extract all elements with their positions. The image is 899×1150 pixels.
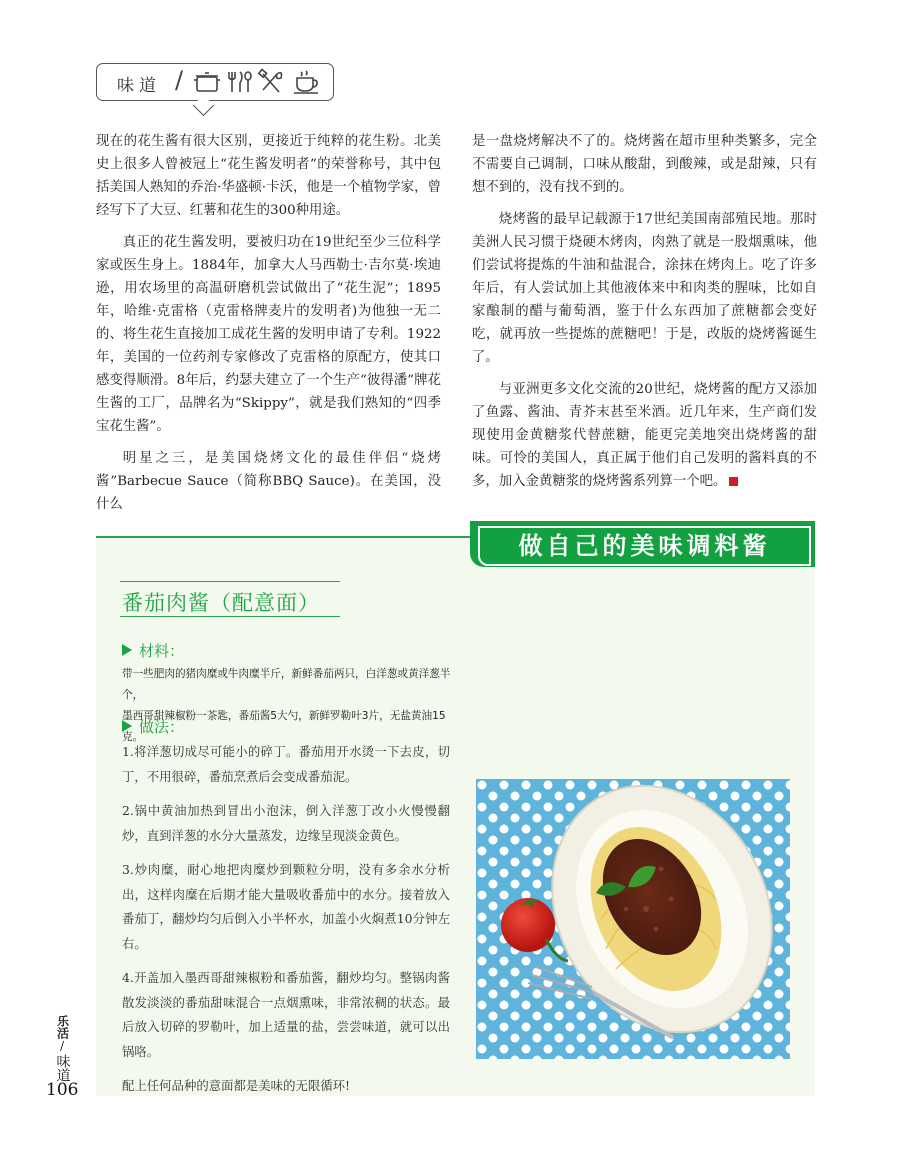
title-rule-bottom: [120, 616, 340, 617]
paragraph: 真正的花生酱发明，要被归功在19世纪至少三位科学家或医生身上。1884年，加拿大人马西勒士·吉尔莫·埃迪逊，用农场里的高温研磨机尝试做出了“花生泥”；1895年，哈维·克雷格（克雷格牌麦片的发明者)为他独一无二的、将生花生直接加工成花生酱的发明申请了专利。1922年，美国的一位药剂专家修改了克雷格的原配方，使其口感变得顺滑。8年后，约瑟夫建立了一个生产“彼得潘”牌花生酱的工厂，品牌名为“Skippy”，就是我们熟知的“四季宝花生酱”。: [96, 235, 441, 434]
fork-knife-spoon-icon: [229, 72, 251, 92]
paragraph: 明星之三，是美国烧烤文化的最佳伴侣“烧烤酱”Barbecue Sauce（简称BBQ Sauce)。在美国，没什么: [96, 451, 441, 512]
paragraph: 烧烤酱的最早记载源于17世纪美国南部殖民地。那时美洲人民习惯于烧硬木烤肉，肉熟了就是一股烟熏味，他们尝试将提炼的牛油和盐混合，涂抹在烤肉上。吃了许多年后，有人尝试加上其他液体来中和肉类的腥味，比如自家酿制的醋与葡萄酒，鉴于什么东西加了蔗糖都会变好吃，就再放一些提炼的蔗糖吧！于是，改版的烧烤酱诞生了。: [472, 212, 817, 365]
paragraph: 现在的花生酱有很大区别，更接近于纯粹的花生粉。北美史上很多人曾被冠上“花生酱发明者”的荣誉称号，其中包括美国人熟知的乔治·华盛顿·卡沃，他是一个植物学家，曾经写下了大豆、红薯和花生的300种用途。: [96, 134, 441, 218]
end-mark: [729, 477, 738, 486]
ingredients-line: 墨西哥甜辣椒粉一茶匙，番茄酱5大勺，新鲜罗勒叶3片，无盐黄油15克。: [122, 710, 446, 743]
footer-section: 味道: [54, 1054, 71, 1082]
method-step: 2.锅中黄油加热到冒出小泡沫，倒入洋葱丁改小火慢慢翻炒，直到洋葱的水分大量蒸发，边缘呈现淡金黄色。: [122, 803, 450, 843]
magazine-name: 乐活: [55, 1015, 70, 1039]
footer-magazine: [50, 1015, 74, 1082]
panel-top-rule: [96, 536, 470, 538]
title-rule-top: [120, 581, 340, 582]
coffee-cup-icon: [294, 71, 318, 93]
article-right-column: [472, 130, 817, 502]
method-step: 1.将洋葱切成尽可能小的碎丁。番茄用开水烫一下去皮，切丁，不用很碎，番茄烹煮后会变成番茄泥。: [122, 744, 450, 784]
recipe-banner-title: 做自己的美味调料酱: [478, 526, 811, 566]
page-number: 106: [46, 1080, 79, 1100]
method-step: 3.炒肉糜，耐心地把肉糜炒到颗粒分明，没有多余水分析出，这样肉糜在后期才能大量吸收番茄中的水分。接着放入番茄丁，翻炒均匀后倒入小半杯水，加盖小火焖煮10分钟左右。: [122, 862, 450, 951]
ingredients-heading: [122, 640, 184, 661]
method-step: 4.开盖加入墨西哥甜辣椒粉和番茄酱，翻炒均匀。整锅肉酱散发淡淡的番茄甜味混合一点烟熏味，非常浓稠的状态。最后放入切碎的罗勒叶，加上适量的盐，尝尝味道，就可以出锅咯。: [122, 970, 450, 1059]
article-left-column: [96, 130, 441, 525]
cooking-pot-icon: [194, 73, 220, 91]
tab-divider: /: [175, 66, 184, 94]
triangle-bullet-icon: [122, 644, 132, 656]
paragraph: 是一盘烧烤解决不了的。烧烤酱在超市里种类繁多，完全不需要自己调制，口味从酸甜，到酸辣，或是甜辣，只有想不到的，没有找不到的。: [472, 134, 817, 195]
ingredients-label: 材料：: [139, 642, 185, 660]
ingredients-line: 带一些肥肉的猪肉糜或牛肉糜半斤，新鲜番茄两只，白洋葱或黄洋葱半个，: [122, 668, 451, 701]
whisk-spatula-icon: [259, 70, 282, 92]
section-title: 味道: [117, 76, 161, 96]
method-label: 做法：: [139, 718, 185, 736]
recipe-title: 番茄肉酱（配意面）: [122, 591, 320, 615]
spaghetti-photo: [476, 779, 790, 1059]
method-step: 配上任何品种的意面都是美味的无限循环!: [122, 1078, 351, 1093]
footer-separator: /: [59, 1039, 65, 1053]
section-tab: [96, 63, 334, 101]
kitchen-icons: [193, 68, 327, 96]
triangle-bullet-icon: [122, 720, 132, 732]
paragraph-text: 与亚洲更多文化交流的20世纪，烧烤酱的配方又添加了鱼露、酱油、青芥末甚至米酒。近几年来，生产商们发现使用金黄糖浆代替蔗糖，能更完美地突出烧烤酱的甜味。可怜的美国人，真正属于他们自己发明的酱料真的不多，加入金黄糖浆的烧烤酱系列算一个吧。: [472, 382, 817, 489]
method-heading: [122, 716, 184, 737]
paragraph: [472, 378, 817, 493]
method-steps: [122, 740, 450, 1109]
